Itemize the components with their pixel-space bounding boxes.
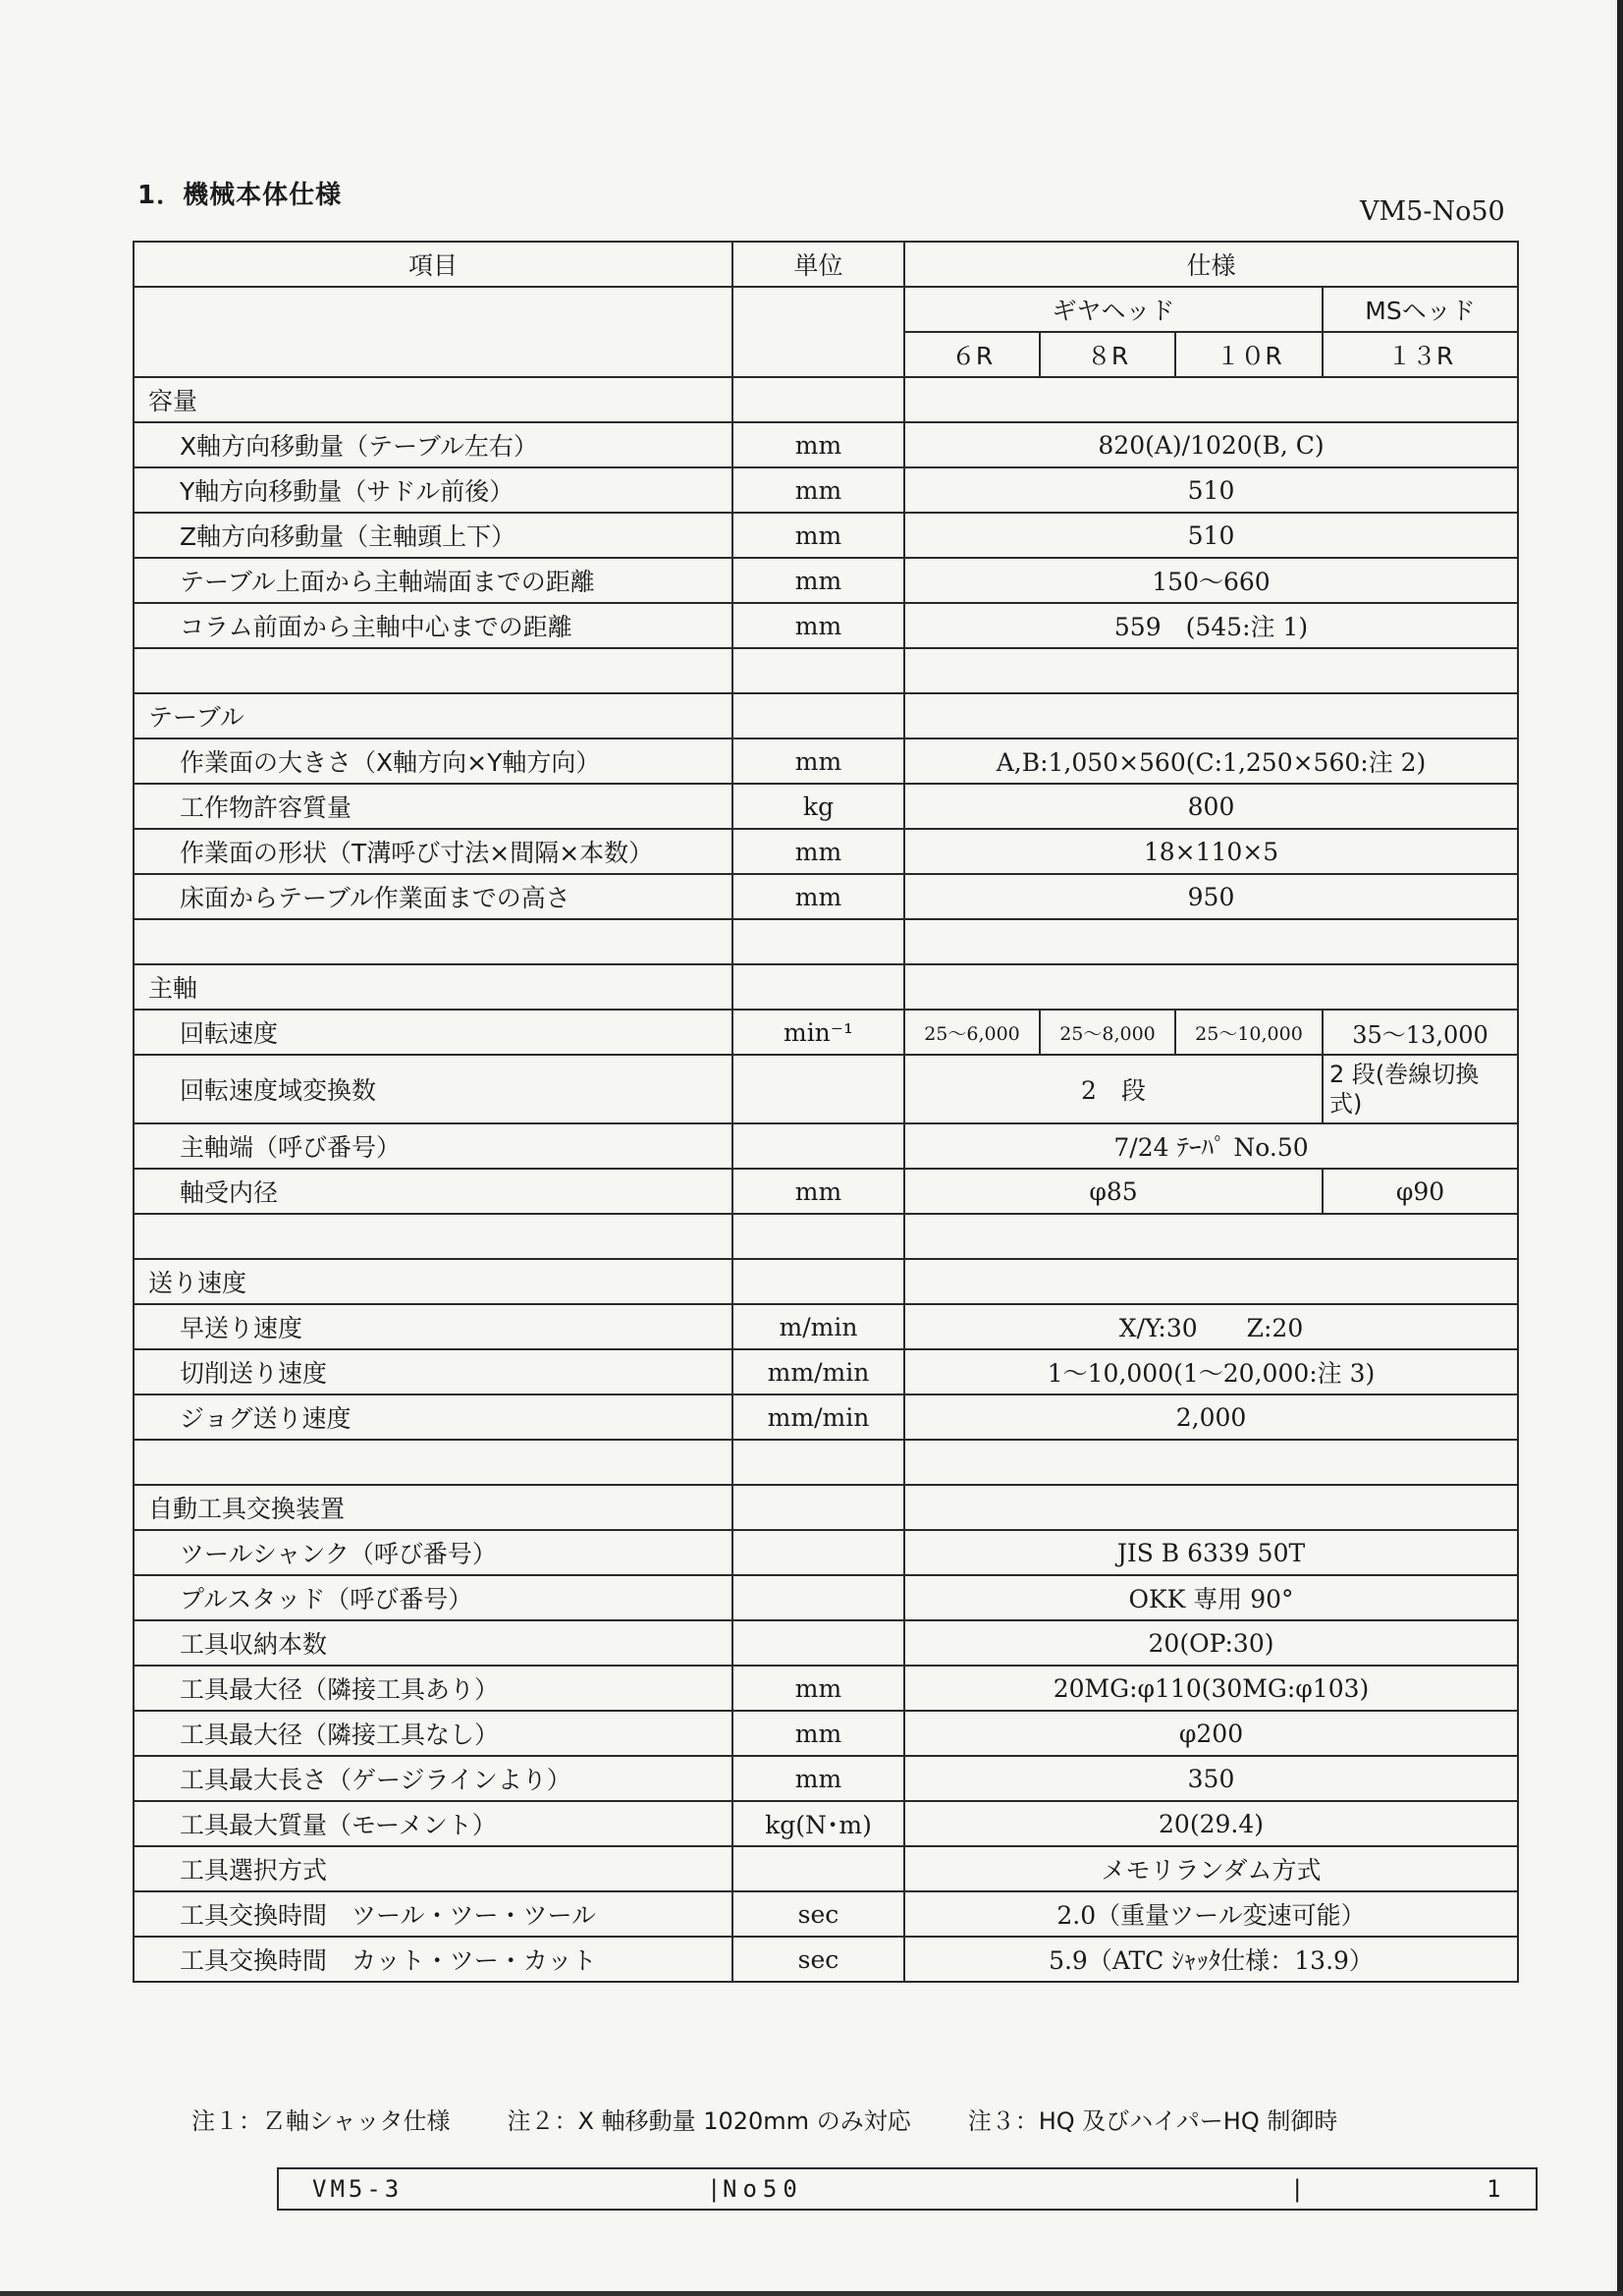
table-row	[134, 829, 1518, 874]
table-row	[134, 1801, 1518, 1846]
row-unit: mm	[732, 738, 904, 784]
row-value: 559 (545:注 1)	[904, 603, 1518, 648]
model-6r: ６R	[904, 332, 1040, 377]
speed-6r: 25〜6,000	[904, 1010, 1040, 1055]
row-unit	[732, 1846, 904, 1891]
row-item: X軸方向移動量（テーブル左右）	[134, 422, 732, 467]
table-row	[134, 1575, 1518, 1620]
section-capacity: 容量	[134, 377, 732, 422]
row-unit	[732, 1530, 904, 1575]
ms-range-value: 2 段(巻線切換式)	[1323, 1055, 1518, 1123]
empty-cell	[732, 377, 904, 422]
row-item: 作業面の大きさ（X軸方向×Y軸方向）	[134, 738, 732, 784]
spacer-row	[134, 648, 1518, 693]
table-row	[134, 1620, 1518, 1666]
header-gear-head: ギヤヘッド	[904, 287, 1323, 332]
header-ms-head: MSヘッド	[1323, 287, 1518, 332]
row-unit: sec	[732, 1937, 904, 1982]
table-row	[134, 1937, 1518, 1982]
spacer-row	[134, 1214, 1518, 1259]
row-item: Z軸方向移動量（主軸頭上下）	[134, 513, 732, 558]
row-value: 1〜10,000(1〜20,000:注 3)	[904, 1349, 1518, 1394]
empty-cell	[134, 648, 732, 693]
gear-bearing-value: φ85	[904, 1169, 1323, 1214]
table-row	[134, 603, 1518, 648]
model-13r: １３R	[1323, 332, 1518, 377]
empty-cell	[904, 1259, 1518, 1304]
row-item: 工具最大質量（モーメント）	[134, 1801, 732, 1846]
section-table: テーブル	[134, 693, 732, 738]
row-value: φ200	[904, 1711, 1518, 1756]
row-unit: mm/min	[732, 1349, 904, 1394]
footer-doc-id: VM5-3	[312, 2175, 404, 2203]
row-value: 7/24 ﾃｰﾊﾟ No.50	[904, 1123, 1518, 1169]
row-unit: kg(N･m)	[732, 1801, 904, 1846]
row-unit: mm	[732, 1711, 904, 1756]
table-row	[134, 422, 1518, 467]
row-value: 510	[904, 467, 1518, 513]
row-value: メモリランダム方式	[904, 1846, 1518, 1891]
table-row	[134, 558, 1518, 603]
empty-cell	[732, 648, 904, 693]
table-row	[134, 1010, 1518, 1055]
row-unit: sec	[732, 1891, 904, 1937]
empty-cell	[134, 1214, 732, 1259]
row-item: 工具収納本数	[134, 1620, 732, 1666]
row-unit	[732, 1055, 904, 1123]
speed-8r: 25〜8,000	[1040, 1010, 1175, 1055]
empty-cell	[732, 1214, 904, 1259]
row-unit: min⁻¹	[732, 1010, 904, 1055]
row-item: 切削送り速度	[134, 1349, 732, 1394]
row-unit	[732, 1123, 904, 1169]
empty-cell	[904, 1440, 1518, 1485]
table-row	[134, 874, 1518, 919]
row-unit	[732, 1575, 904, 1620]
note-3: 注３：HQ 及びハイパーHQ 制御時	[967, 2107, 1338, 2135]
row-value: 2.0（重量ツール変速可能）	[904, 1891, 1518, 1937]
section-atc: 自動工具交換装置	[134, 1485, 732, 1530]
empty-cell	[732, 1440, 904, 1485]
spec-table	[133, 241, 1519, 1983]
row-item: 工具選択方式	[134, 1846, 732, 1891]
row-value: JIS B 6339 50T	[904, 1530, 1518, 1575]
row-item: コラム前面から主軸中心までの距離	[134, 603, 732, 648]
empty-cell	[732, 693, 904, 738]
row-unit: mm	[732, 1756, 904, 1801]
footer	[277, 2167, 1538, 2211]
model-8r: ８R	[1040, 332, 1175, 377]
row-value: 350	[904, 1756, 1518, 1801]
empty-cell	[904, 919, 1518, 964]
header-row-head	[134, 287, 1518, 332]
empty-cell	[904, 964, 1518, 1010]
row-value: 150〜660	[904, 558, 1518, 603]
row-unit: m/min	[732, 1304, 904, 1349]
table-row	[134, 467, 1518, 513]
spacer-row	[134, 919, 1518, 964]
gear-range-value: 2 段	[904, 1055, 1323, 1123]
row-item: 回転速度域変換数	[134, 1055, 732, 1123]
row-item: ジョグ送り速度	[134, 1394, 732, 1440]
row-value: 820(A)/1020(B, C)	[904, 422, 1518, 467]
row-value: 5.9（ATC ｼｬｯﾀ仕様：13.9）	[904, 1937, 1518, 1982]
table-row	[134, 1891, 1518, 1937]
section-feed: 送り速度	[134, 1259, 732, 1304]
empty-cell	[904, 1485, 1518, 1530]
row-unit: mm	[732, 874, 904, 919]
footer-separator: |	[707, 2175, 722, 2203]
row-unit: mm	[732, 467, 904, 513]
header-blank	[134, 287, 732, 377]
section-row	[134, 1485, 1518, 1530]
speed-10r: 25〜10,000	[1175, 1010, 1323, 1055]
row-item: 工具最大径（隣接工具あり）	[134, 1666, 732, 1711]
empty-cell	[732, 919, 904, 964]
row-item: 工具交換時間 ツール・ツー・ツール	[134, 1891, 732, 1937]
note-1: 注１：Ｚ軸シャッタ仕様	[191, 2107, 451, 2135]
row-unit: mm	[732, 1666, 904, 1711]
row-item: 作業面の形状（T溝呼び寸法×間隔×本数）	[134, 829, 732, 874]
section-row	[134, 1259, 1518, 1304]
scan-edge	[1617, 0, 1623, 2296]
row-unit: mm	[732, 558, 904, 603]
row-item: 工具交換時間 カット・ツー・カット	[134, 1937, 732, 1982]
row-unit	[732, 1620, 904, 1666]
row-unit: mm	[732, 603, 904, 648]
model-10r: １０R	[1175, 332, 1323, 377]
empty-cell	[904, 1214, 1518, 1259]
table-row	[134, 1169, 1518, 1214]
row-value: OKK 専用 90°	[904, 1575, 1518, 1620]
footer-model: No50	[723, 2175, 803, 2203]
row-value: 20(29.4)	[904, 1801, 1518, 1846]
row-item: テーブル上面から主軸端面までの距離	[134, 558, 732, 603]
header-spec: 仕様	[904, 242, 1518, 287]
row-value: X/Y:30 Z:20	[904, 1304, 1518, 1349]
doc-code: VM5-No50	[1360, 196, 1505, 227]
header-row	[134, 242, 1518, 287]
table-row	[134, 1846, 1518, 1891]
row-item: 回転速度	[134, 1010, 732, 1055]
table-row	[134, 1304, 1518, 1349]
table-row	[134, 1530, 1518, 1575]
table-row	[134, 513, 1518, 558]
table-row	[134, 738, 1518, 784]
empty-cell	[904, 693, 1518, 738]
row-unit: mm/min	[732, 1394, 904, 1440]
notes	[191, 2102, 1337, 2136]
row-value: A,B:1,050×560(C:1,250×560:注 2)	[904, 738, 1518, 784]
section-spindle: 主軸	[134, 964, 732, 1010]
note-2: 注２：X 軸移動量 1020mm のみ対応	[507, 2107, 911, 2135]
header-unit: 単位	[732, 242, 904, 287]
page-number: 1	[1487, 2175, 1501, 2203]
table-row	[134, 1394, 1518, 1440]
section-row	[134, 693, 1518, 738]
empty-cell	[732, 1485, 904, 1530]
row-value: 20MG:φ110(30MG:φ103)	[904, 1666, 1518, 1711]
row-unit: mm	[732, 513, 904, 558]
empty-cell	[134, 1440, 732, 1485]
ms-bearing-value: φ90	[1323, 1169, 1518, 1214]
empty-cell	[134, 919, 732, 964]
row-unit: mm	[732, 1169, 904, 1214]
table-row	[134, 1349, 1518, 1394]
row-item: 主軸端（呼び番号）	[134, 1123, 732, 1169]
table-row	[134, 784, 1518, 829]
row-unit: kg	[732, 784, 904, 829]
row-item: 工作物許容質量	[134, 784, 732, 829]
row-item: 軸受内径	[134, 1169, 732, 1214]
table-row	[134, 1666, 1518, 1711]
row-unit: mm	[732, 829, 904, 874]
table-row	[134, 1756, 1518, 1801]
section-row	[134, 964, 1518, 1010]
table-row	[134, 1711, 1518, 1756]
row-item: ツールシャンク（呼び番号）	[134, 1530, 732, 1575]
row-value: 950	[904, 874, 1518, 919]
row-item: 早送り速度	[134, 1304, 732, 1349]
row-value: 800	[904, 784, 1518, 829]
page-title: 1．機械本体仕様	[137, 181, 343, 210]
row-item: プルスタッド（呼び番号）	[134, 1575, 732, 1620]
spacer-row	[134, 1440, 1518, 1485]
row-item: 工具最大長さ（ゲージラインより）	[134, 1756, 732, 1801]
footer-separator: |	[1290, 2175, 1305, 2203]
row-value: 510	[904, 513, 1518, 558]
row-value: 20(OP:30)	[904, 1620, 1518, 1666]
empty-cell	[904, 648, 1518, 693]
row-item: 床面からテーブル作業面までの高さ	[134, 874, 732, 919]
table-row	[134, 1055, 1518, 1123]
scan-edge	[0, 2291, 1623, 2296]
row-value: 18×110×5	[904, 829, 1518, 874]
row-item: Y軸方向移動量（サドル前後）	[134, 467, 732, 513]
row-value: 2,000	[904, 1394, 1518, 1440]
section-row	[134, 377, 1518, 422]
row-unit: mm	[732, 422, 904, 467]
row-item: 工具最大径（隣接工具なし）	[134, 1711, 732, 1756]
table-row	[134, 1123, 1518, 1169]
header-item: 項目	[134, 242, 732, 287]
empty-cell	[732, 964, 904, 1010]
speed-13r: 35〜13,000	[1323, 1010, 1518, 1055]
empty-cell	[732, 1259, 904, 1304]
empty-cell	[904, 377, 1518, 422]
header-blank-unit	[732, 287, 904, 377]
